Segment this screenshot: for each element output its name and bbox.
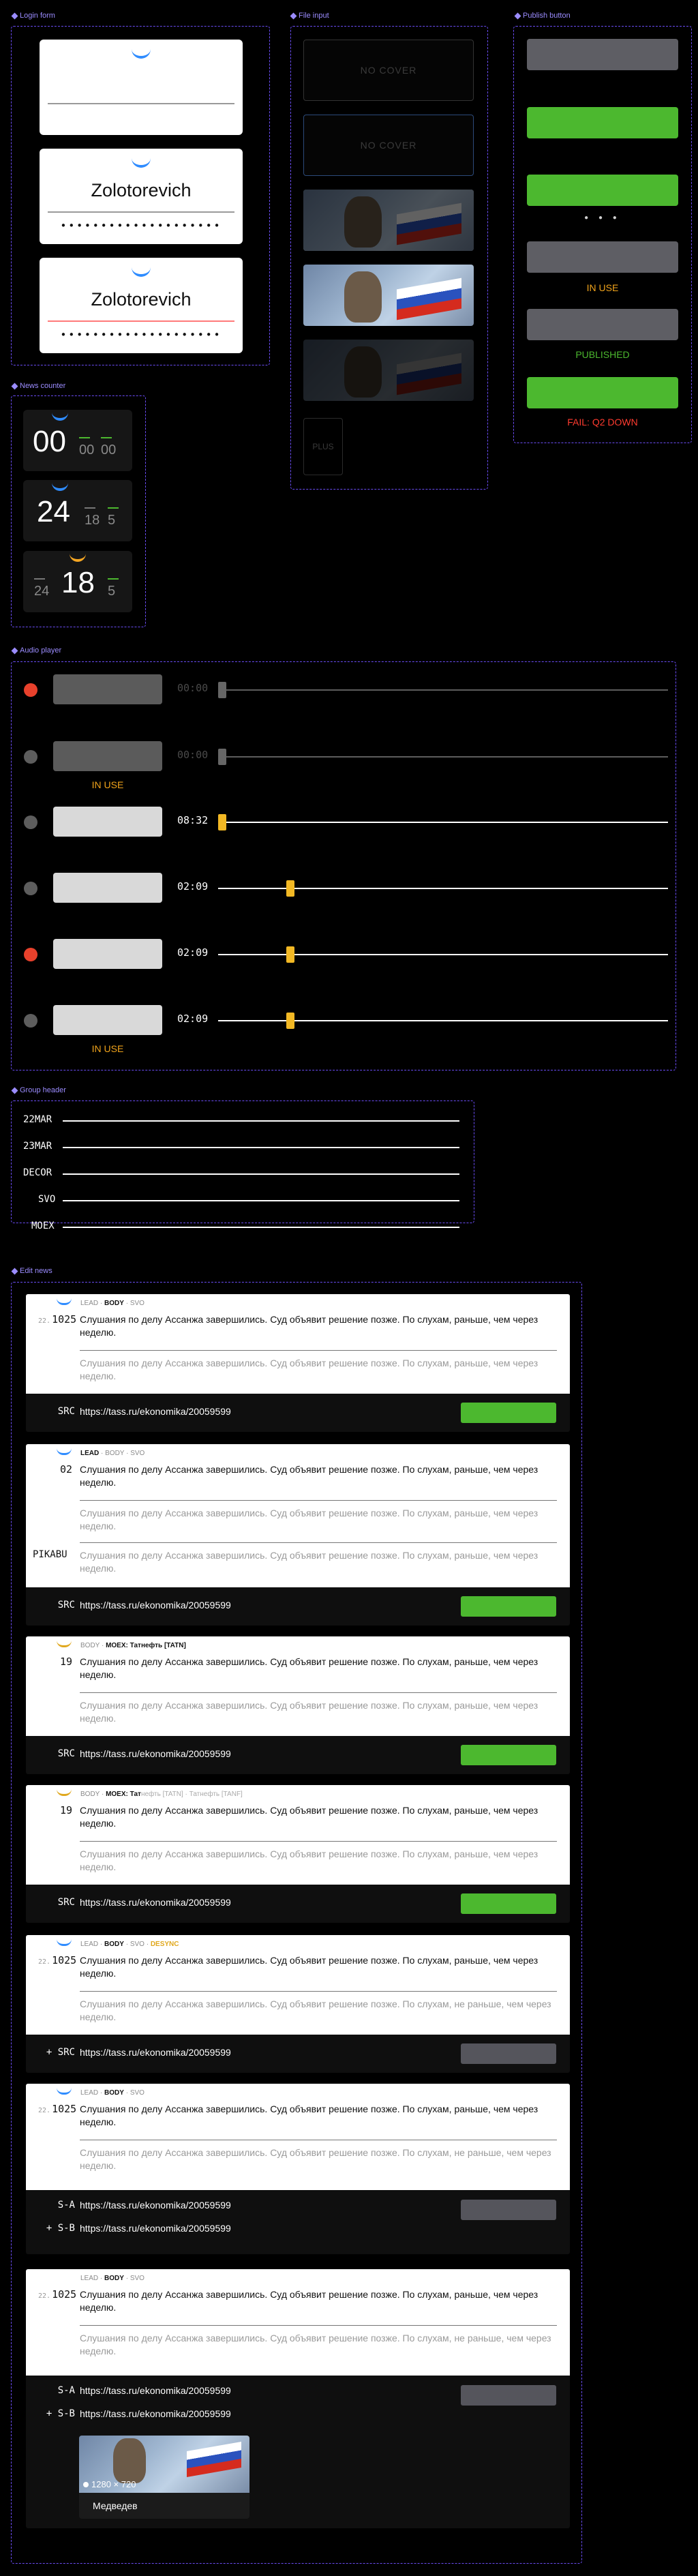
loading-arc-icon — [57, 1448, 72, 1455]
counter-bar — [34, 578, 45, 580]
source-url[interactable]: https://tass.ru/ekonomika/20059599 — [80, 1600, 231, 1611]
source-status-button[interactable] — [461, 1596, 556, 1617]
tag-body[interactable]: BODY — [104, 1941, 124, 1948]
source-status-button[interactable] — [461, 1893, 556, 1914]
news-number: 19 — [59, 1656, 72, 1668]
image-resolution — [83, 2479, 136, 2489]
loading-arc-icon — [57, 1939, 72, 1946]
record-icon[interactable] — [24, 948, 37, 961]
counter-main: 18 — [61, 566, 95, 599]
loading-arc-icon — [57, 1298, 72, 1305]
tag-body[interactable]: BODY — [104, 1300, 124, 1307]
audio-progress-handle[interactable] — [286, 880, 294, 897]
news-card[interactable] — [26, 1935, 570, 2035]
record-icon[interactable] — [24, 882, 37, 895]
news-id: 1025 — [52, 2288, 77, 2301]
group-rule — [63, 1120, 459, 1122]
tag-lead[interactable]: LEAD — [80, 1941, 99, 1948]
diamond-icon — [12, 647, 18, 654]
news-lead-text[interactable]: Слушания по делу Ассанжа завершились. Суд объявит решение позже. По слухам, раньше, чем через неделю. — [80, 1955, 538, 1979]
counter-previous: 24 — [34, 584, 50, 599]
tag-lead[interactable]: LEAD — [80, 2275, 99, 2282]
loading-arc-icon — [57, 1789, 72, 1796]
tag-separator: · — [100, 1791, 106, 1798]
section-label: Login form — [20, 12, 55, 20]
in-use-status: IN USE — [91, 1043, 124, 1054]
news-number: 02 — [59, 1463, 72, 1476]
counter-bar — [79, 437, 90, 438]
news-date: 22. — [38, 2107, 51, 2114]
audio-time: 00:00 — [177, 749, 209, 761]
news-card[interactable] — [26, 2084, 570, 2190]
source-a-url[interactable]: https://tass.ru/ekonomika/20059599 — [80, 2385, 231, 2396]
audio-waveform[interactable] — [53, 674, 162, 704]
section-title-file-input — [291, 12, 329, 20]
news-body-text[interactable]: Слушания по делу Ассанжа завершились. Суд объявит решение позже. По слухам, раньше, чем через неделю. — [80, 1700, 538, 1724]
file-image-dim[interactable] — [303, 190, 474, 251]
publish-button-ready[interactable] — [527, 107, 678, 138]
fail-status: FAIL: Q2 DOWN — [567, 417, 638, 428]
news-number — [38, 2103, 77, 2115]
no-cover-label: NO COVER — [360, 65, 417, 76]
group-header-row[interactable] — [23, 1114, 459, 1128]
username-underline — [48, 211, 234, 213]
tag-separator: · — [123, 2089, 130, 2097]
news-source-bar — [26, 1587, 570, 1626]
record-icon[interactable] — [24, 1014, 37, 1028]
group-rule — [63, 1200, 459, 1201]
news-id: 1025 — [52, 1954, 77, 1966]
news-tags — [80, 1300, 145, 1307]
no-cover-label: NO COVER — [360, 140, 417, 151]
news-divider — [80, 2325, 557, 2326]
diamond-icon — [12, 1087, 18, 1094]
tag-lead[interactable]: LEAD — [80, 1300, 99, 1307]
audio-waveform[interactable] — [53, 807, 162, 837]
news-body-text[interactable]: Слушания по делу Ассанжа завершились. Суд объявит решение позже. По слухам, раньше, чем через неделю. — [80, 1508, 538, 1531]
news-body-text[interactable]: Слушания по делу Ассанжа завершились. Суд объявит решение позже. По слухам, раньше, чем через неделю. — [80, 1358, 538, 1381]
in-use-status: IN USE — [586, 282, 619, 293]
audio-player-row — [20, 672, 668, 706]
news-source-bar — [26, 2376, 570, 2528]
audio-time: 08:32 — [177, 814, 209, 826]
tag-svo[interactable]: SVO — [130, 2275, 145, 2282]
group-label: DECOR — [23, 1167, 52, 1178]
username-underline-error — [48, 320, 234, 322]
source-b-url[interactable]: https://tass.ru/ekonomika/20059599 — [80, 2223, 231, 2234]
source-url[interactable]: https://tass.ru/ekonomika/20059599 — [80, 2047, 231, 2058]
audio-progress-track[interactable] — [218, 689, 668, 691]
tag-lead[interactable]: LEAD — [80, 1450, 100, 1457]
counter-bar — [101, 437, 112, 438]
login-card-empty[interactable] — [40, 40, 243, 135]
group-rule — [63, 1227, 459, 1228]
audio-waveform[interactable] — [53, 939, 162, 969]
news-card[interactable] — [26, 1636, 570, 1736]
publish-button-published[interactable] — [527, 309, 678, 340]
news-tags — [80, 2275, 145, 2282]
news-lead-text[interactable]: Слушания по делу Ассанжа завершились. Суд объявит решение позже. По слухам, раньше, чем через неделю. — [80, 2289, 538, 2313]
news-number — [38, 1313, 77, 1326]
section-label: Edit news — [20, 1267, 52, 1275]
news-card[interactable] — [26, 2269, 570, 2376]
tag-svo[interactable]: SVO — [130, 1300, 145, 1307]
loading-arc-icon — [57, 2088, 72, 2095]
source-status-button[interactable] — [461, 2043, 556, 2064]
tag-separator: · — [124, 1450, 131, 1457]
audio-progress-handle[interactable] — [218, 814, 226, 830]
tag-separator: · — [123, 1300, 130, 1307]
tag-separator: · — [98, 2089, 105, 2097]
group-rule — [63, 1173, 459, 1175]
audio-player-row — [20, 805, 668, 839]
tag-separator: · — [98, 1300, 105, 1307]
source-status-button[interactable] — [461, 2200, 556, 2220]
audio-player-row — [20, 1003, 668, 1037]
audio-time: 02:09 — [177, 946, 209, 959]
publish-button-inuse[interactable] — [527, 241, 678, 273]
source-url[interactable]: https://tass.ru/ekonomika/20059599 — [80, 1748, 231, 1759]
news-card[interactable] — [26, 1785, 570, 1885]
counter-secondary: 18 — [85, 513, 100, 528]
source-a-url[interactable]: https://tass.ru/ekonomika/20059599 — [80, 2200, 231, 2211]
counter-tertiary: 5 — [108, 513, 116, 528]
news-body-text[interactable]: Слушания по делу Ассанжа завершились. Суд объявит решение позже. По слухам, не раньше, чем через неделю. — [80, 2147, 551, 2171]
section-title-edit-news — [12, 1267, 52, 1275]
section-label: Audio player — [20, 646, 62, 655]
tag-svo[interactable]: SVO — [130, 2089, 145, 2097]
section-title-publish — [515, 12, 571, 20]
loading-arc-icon — [52, 413, 68, 421]
username-field[interactable]: Zolotorevich — [91, 180, 192, 200]
news-id: 1025 — [52, 2103, 77, 2115]
news-tags — [80, 1450, 145, 1457]
section-label: News counter — [20, 382, 66, 390]
publish-button-idle[interactable] — [527, 39, 678, 70]
publish-button-failed[interactable] — [527, 377, 678, 408]
loading-arc-icon — [70, 554, 86, 562]
counter-bar — [85, 507, 95, 509]
tag-separator: · — [123, 1941, 130, 1948]
news-body-text[interactable]: Слушания по делу Ассанжа завершились. Суд объявит решение позже. По слухам, не раньше, чем через неделю. — [80, 2333, 551, 2356]
loading-arc-icon — [132, 267, 151, 277]
group-label: 23MAR — [23, 1141, 52, 1152]
desync-badge: DESYNC — [150, 1941, 179, 1948]
tag-body[interactable]: BODY — [80, 1791, 100, 1798]
section-label: Publish button — [523, 12, 571, 20]
loading-arc-icon — [57, 1641, 72, 1647]
news-divider — [80, 1542, 557, 1543]
password-field[interactable]: •••••••••••••••••••• — [60, 329, 222, 341]
news-body-text[interactable]: Слушания по делу Ассанжа завершились. Суд объявит решение позже. По слухам, раньше, чем через неделю. — [80, 1848, 538, 1872]
news-lead-text[interactable]: Слушания по делу Ассанжа завершились. Суд объявит решение позже. По слухам, раньше, чем через неделю. — [80, 1464, 538, 1488]
audio-time: 02:09 — [177, 880, 209, 893]
login-card-filled[interactable] — [40, 149, 243, 244]
news-lead-text[interactable]: Слушания по делу Ассанжа завершились. Суд объявит решение позже. По слухам, раньше, чем через неделю. — [80, 1656, 538, 1680]
counter-bar — [108, 578, 119, 580]
audio-progress-track[interactable] — [218, 1020, 668, 1021]
file-image-dark[interactable] — [303, 340, 474, 401]
counter-tertiary: 00 — [101, 443, 117, 458]
tag-body[interactable]: BODY — [105, 1450, 125, 1457]
section-title-group-header — [12, 1086, 66, 1094]
publish-button-active[interactable] — [527, 175, 678, 206]
news-date: 22. — [38, 1958, 51, 1966]
audio-progress-track[interactable] — [218, 756, 668, 758]
news-divider — [80, 1692, 557, 1693]
section-title-news-counter — [12, 382, 65, 390]
news-source-bar — [26, 2190, 570, 2254]
news-tags — [80, 2089, 145, 2097]
record-icon[interactable] — [24, 815, 37, 829]
news-counter-zero — [23, 410, 132, 471]
audio-progress-handle[interactable] — [286, 1013, 294, 1029]
counter-bar — [108, 507, 119, 509]
source-label: SRC — [57, 1406, 75, 1417]
section-title-audio-player — [12, 646, 61, 655]
image-caption: Медведев — [93, 2500, 138, 2511]
news-source-bar — [26, 2035, 570, 2073]
add-source-b-label[interactable]: + S-B — [46, 2223, 75, 2234]
tag-svo[interactable]: SVO — [130, 1450, 145, 1457]
cover-image — [303, 340, 474, 401]
news-counter-active — [23, 480, 132, 541]
login-card-error[interactable] — [40, 258, 243, 353]
in-use-status: IN USE — [91, 779, 124, 790]
news-number — [38, 1954, 77, 1966]
diamond-icon — [12, 12, 18, 19]
audio-waveform[interactable] — [53, 741, 162, 771]
group-header-row[interactable] — [23, 1167, 459, 1181]
tag-separator: · — [123, 2275, 130, 2282]
source-label: SRC — [57, 1600, 75, 1611]
news-divider — [80, 1841, 557, 1842]
audio-progress-track[interactable] — [218, 822, 668, 823]
attached-image-card[interactable] — [79, 2436, 249, 2519]
loading-arc-icon — [132, 158, 151, 168]
audio-player-row — [20, 937, 668, 971]
group-header-row[interactable] — [23, 1194, 459, 1208]
tag-moex[interactable]: MOEX: Татнефть [TATN] — [106, 1642, 186, 1649]
news-source-bar — [26, 1736, 570, 1774]
source-b-url[interactable]: https://tass.ru/ekonomika/20059599 — [80, 2408, 231, 2419]
tag-separator: · — [98, 1941, 105, 1948]
group-label: 22MAR — [23, 1114, 52, 1125]
news-id: 1025 — [52, 1313, 77, 1326]
audio-player-row — [20, 739, 668, 773]
source-status-button[interactable] — [461, 1403, 556, 1423]
username-field[interactable]: Zolotorevich — [91, 289, 192, 310]
tag-body[interactable]: BODY — [80, 1642, 100, 1649]
audio-progress-handle[interactable] — [286, 946, 294, 963]
news-number: 19 — [59, 1804, 72, 1816]
news-source-bar — [26, 1885, 570, 1923]
news-lead-text[interactable]: Слушания по делу Ассанжа завершились. Суд объявит решение позже. По слухам, раньше, чем через неделю. — [80, 2103, 538, 2127]
news-divider — [80, 1991, 557, 1992]
audio-time: 02:09 — [177, 1013, 209, 1025]
password-field[interactable]: •••••••••••••••••••• — [60, 220, 222, 232]
audio-waveform[interactable] — [53, 1005, 162, 1035]
news-counter-changed — [23, 551, 132, 612]
source-url[interactable]: https://tass.ru/ekonomika/20059599 — [80, 1897, 231, 1908]
news-body-text[interactable]: Слушания по делу Ассанжа завершились. Суд объявит решение позже. По слухам, не раньше, чем через неделю. — [80, 1998, 551, 2022]
cover-image — [303, 190, 474, 251]
cover-image — [303, 265, 474, 326]
dot-icon — [83, 2482, 89, 2487]
group-header-row[interactable] — [23, 1141, 459, 1154]
news-date: 22. — [38, 1317, 51, 1325]
source-a-label: S-A — [57, 2200, 75, 2211]
audio-time: 00:00 — [177, 682, 209, 694]
news-card[interactable] — [26, 1444, 570, 1587]
news-divider — [80, 1500, 557, 1501]
source-a-label: S-A — [57, 2385, 75, 2396]
image-resolution-text: 1280 × 720 — [91, 2479, 136, 2489]
group-label: MOEX — [31, 1220, 55, 1231]
group-header-row[interactable] — [23, 1220, 459, 1234]
tag-separator: · — [98, 2275, 105, 2282]
tag-body[interactable]: BODY — [104, 2275, 124, 2282]
loading-dots: ● ● ● — [584, 214, 621, 222]
add-file-button[interactable]: PLUS — [303, 418, 343, 475]
add-source-label[interactable]: + SRC — [46, 2047, 75, 2058]
tag-lead[interactable]: LEAD — [80, 2089, 99, 2097]
audio-progress-handle[interactable] — [218, 749, 226, 765]
source-status-button[interactable] — [461, 1745, 556, 1765]
audio-progress-track[interactable] — [218, 888, 668, 889]
section-label: File input — [299, 12, 329, 20]
news-tags — [80, 1941, 179, 1948]
counter-main: 24 — [37, 495, 70, 528]
diamond-icon — [12, 383, 18, 389]
group-rule — [63, 1147, 459, 1148]
file-image[interactable] — [303, 265, 474, 326]
news-divider — [80, 1350, 557, 1351]
tag-moex-input[interactable]: MOEX: Тат — [106, 1791, 141, 1798]
audio-player-row — [20, 871, 668, 905]
tag-separator: · — [100, 1642, 106, 1649]
counter-main: 00 — [33, 425, 66, 458]
counter-tertiary: 5 — [108, 584, 116, 599]
source-status-button[interactable] — [461, 2385, 556, 2406]
file-drop-empty[interactable] — [303, 40, 474, 101]
section-title-login-form — [12, 12, 55, 20]
section-label: Group header — [20, 1086, 66, 1094]
published-status: PUBLISHED — [575, 349, 630, 360]
news-number — [38, 2288, 77, 2301]
diamond-icon — [12, 1268, 18, 1274]
news-card[interactable] — [26, 1294, 570, 1394]
loading-arc-icon — [132, 49, 151, 59]
news-source-tag: PIKABU — [33, 1549, 67, 1560]
file-drop-hover[interactable] — [303, 115, 474, 176]
tag-separator: · — [99, 1450, 106, 1457]
news-source-bar — [26, 1394, 570, 1432]
source-label: SRC — [57, 1897, 75, 1908]
tag-body[interactable]: BODY — [104, 2089, 124, 2097]
news-lead-text[interactable]: Слушания по делу Ассанжа завершились. Суд объявит решение позже. По слухам, раньше, чем через неделю. — [80, 1314, 538, 1338]
tag-suggestions[interactable]: нефть [TATN] · Татнефть [TANF] — [140, 1791, 243, 1798]
source-url[interactable]: https://tass.ru/ekonomika/20059599 — [80, 1406, 231, 1417]
news-tags — [80, 1791, 243, 1798]
diamond-icon — [290, 12, 297, 19]
source-label: SRC — [57, 1748, 75, 1759]
tag-separator: · — [144, 1941, 151, 1948]
counter-secondary: 00 — [79, 443, 95, 458]
record-icon[interactable] — [24, 750, 37, 764]
loading-arc-icon — [52, 483, 68, 491]
diamond-icon — [515, 12, 521, 19]
add-source-b-label[interactable]: + S-B — [46, 2408, 75, 2419]
audio-progress-handle[interactable] — [218, 682, 226, 698]
username-underline[interactable] — [48, 103, 234, 104]
audio-waveform[interactable] — [53, 873, 162, 903]
news-date: 22. — [38, 2292, 51, 2300]
tag-svo[interactable]: SVO — [130, 1941, 145, 1948]
news-lead-text[interactable]: Слушания по делу Ассанжа завершились. Суд объявит решение позже. По слухам, раньше, чем через неделю. — [80, 1805, 538, 1829]
news-alt-text[interactable]: Слушания по делу Ассанжа завершились. Суд объявит решение позже. По слухам, раньше, чем через неделю. — [80, 1550, 538, 1574]
news-tags — [80, 1642, 186, 1649]
audio-progress-track[interactable] — [218, 954, 668, 955]
group-label: SVO — [38, 1194, 56, 1205]
record-icon[interactable] — [24, 683, 37, 697]
